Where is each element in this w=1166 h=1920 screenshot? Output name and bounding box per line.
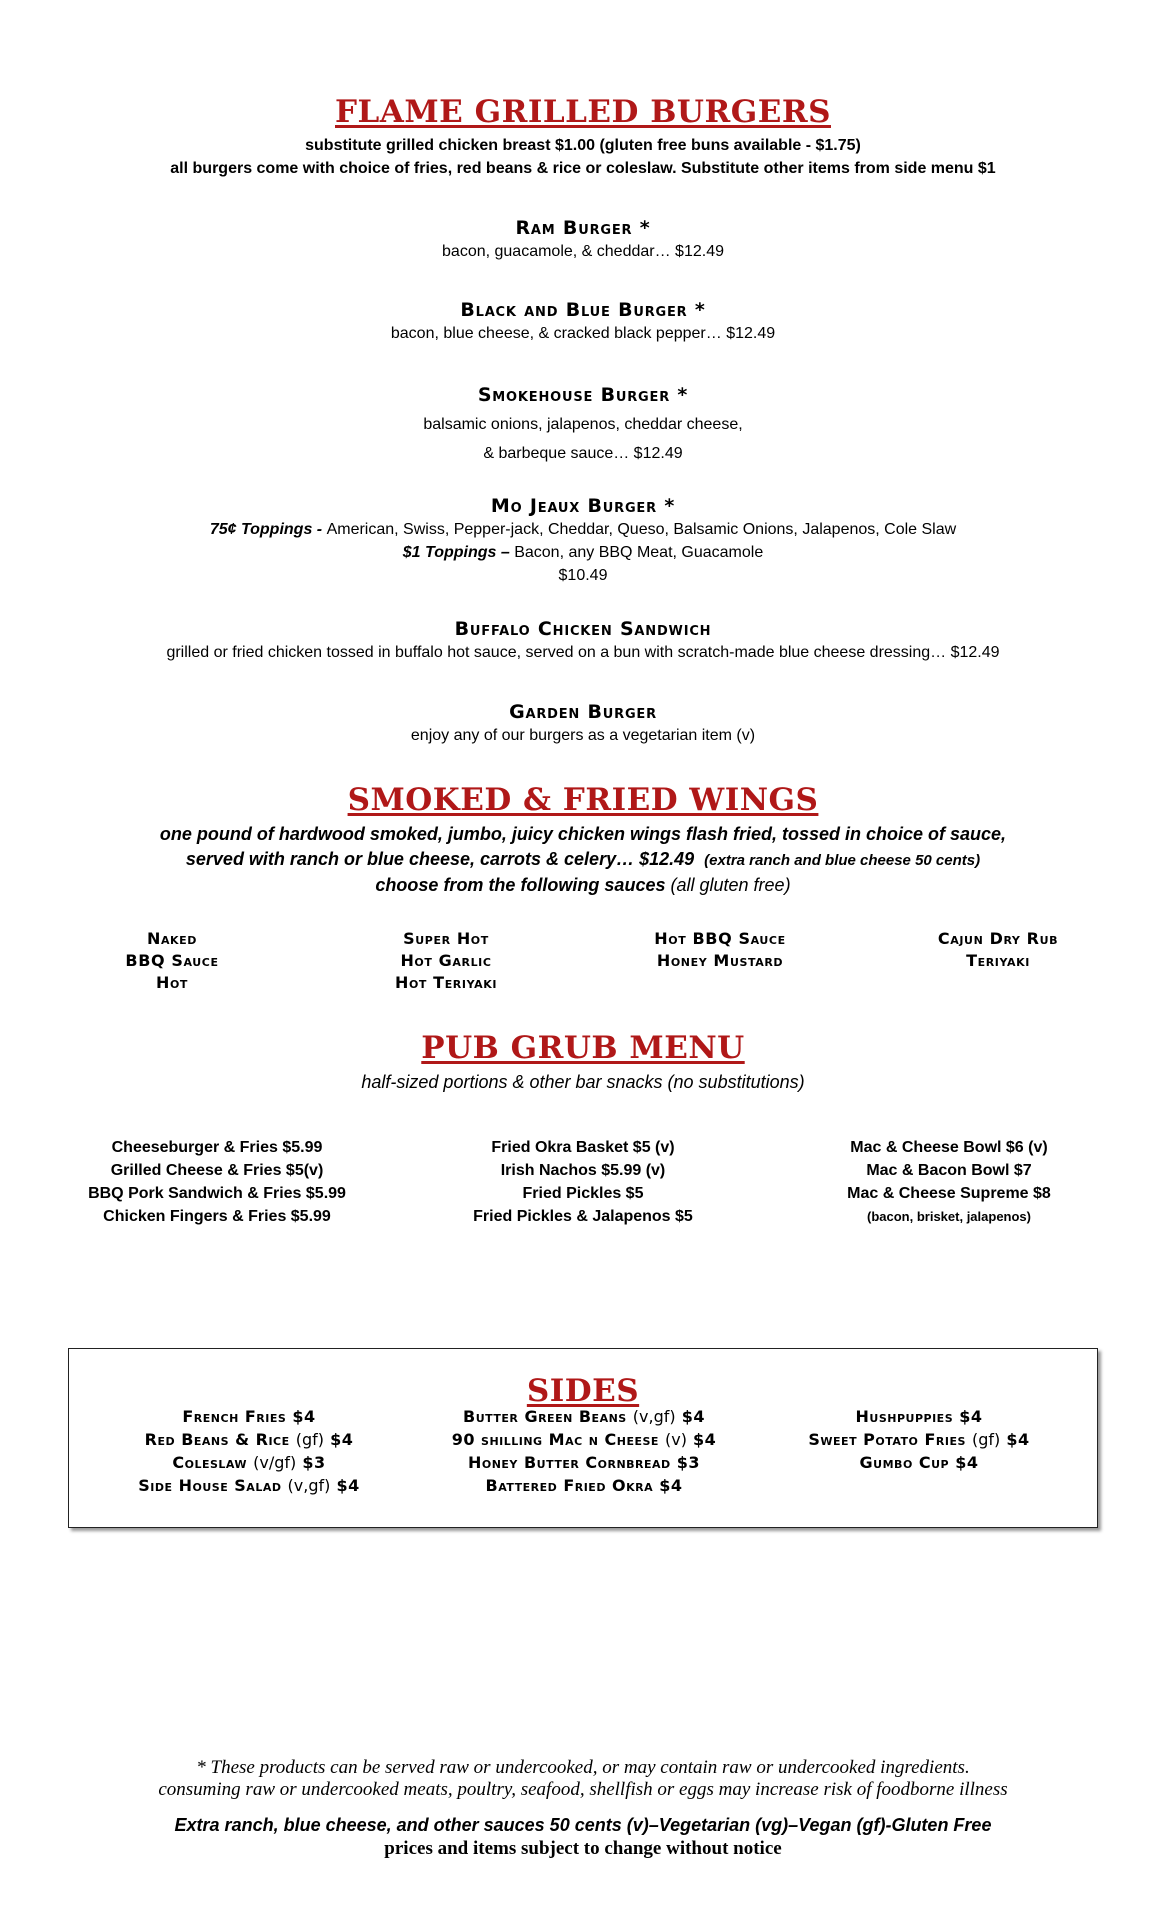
menu-item-garden-burger xyxy=(0,700,1166,747)
pubgrub-item: Mac & Bacon Bowl $7 xyxy=(866,1162,1032,1179)
menu-item-smokehouse-burger xyxy=(0,383,1166,465)
footer-disclaimer: prices and items subject to change without notice xyxy=(384,1838,782,1859)
footer-note-2: consuming raw or undercooked meats, poultry, seafood, shellfish or eggs may increase risk of foodborne illness xyxy=(158,1779,1008,1800)
item-desc: grilled or fried chicken tossed in buffalo hot sauce, served on a bun with scratch-made blue cheese dressing… $12.49 xyxy=(166,644,1000,661)
wings-section xyxy=(0,782,1166,818)
sauce-item: Hot Teriyaki xyxy=(394,973,498,992)
sauce-item: Hot xyxy=(155,973,189,992)
burgers-section xyxy=(0,94,1166,130)
toppings-1-line xyxy=(0,541,1166,564)
wings-sauce-prompt: choose from the following sauces xyxy=(375,875,666,895)
side-item: 90 shilling Mac n Cheese (v) $4 xyxy=(451,1430,717,1449)
pubgrub-item: Fried Pickles $5 xyxy=(522,1185,644,1202)
pubgrub-item: Fried Pickles & Jalapenos $5 xyxy=(473,1208,693,1225)
item-desc: & barbeque sauce… $12.49 xyxy=(483,445,683,462)
wings-gf-note: (all gluten free) xyxy=(670,875,791,895)
toppings-1-label: $1 Toppings – xyxy=(402,544,515,561)
item-desc: bacon, blue cheese, & cracked black pepper… $12.49 xyxy=(390,325,776,342)
item-name: Ram Burger * xyxy=(515,217,651,239)
toppings-1-list: Bacon, any BBQ Meat, Guacamole xyxy=(514,544,764,561)
item-desc: enjoy any of our burgers as a vegetarian item (v) xyxy=(410,727,756,744)
sides-column-2 xyxy=(424,1405,744,1497)
burgers-title: FLAME GRILLED BURGERS xyxy=(335,94,831,130)
pubgrub-item: Mac & Cheese Supreme $8 xyxy=(847,1185,1051,1202)
pubgrub-section xyxy=(0,1030,1166,1066)
pubgrub-item: Chicken Fingers & Fries $5.99 xyxy=(103,1208,331,1225)
sauce-item: Hot BBQ Sauce xyxy=(654,929,786,948)
sauce-item: Super Hot xyxy=(403,929,489,948)
sauce-column-2 xyxy=(316,928,576,994)
item-name: Black and Blue Burger * xyxy=(460,299,706,321)
pubgrub-column-2 xyxy=(418,1136,748,1228)
burgers-subtitle-2: all burgers come with choice of fries, red beans & rice or coleslaw. Substitute other items from side menu $1 xyxy=(170,160,996,177)
side-item: Butter Green Beans (v,gf) $4 xyxy=(463,1407,705,1426)
sauce-item: BBQ Sauce xyxy=(125,951,219,970)
footer-legend: Extra ranch, blue cheese, and other sauces 50 cents (v)–Vegetarian (vg)–Vegan (gf)-Gluten Free xyxy=(174,1815,992,1835)
side-item: Red Beans & Rice (gf) $4 xyxy=(144,1430,354,1449)
pubgrub-note: (bacon, brisket, jalapenos) xyxy=(867,1209,1031,1224)
pubgrub-column-3 xyxy=(784,1136,1114,1228)
pubgrub-item: Cheeseburger & Fries $5.99 xyxy=(111,1139,323,1156)
side-item: Honey Butter Cornbread $3 xyxy=(467,1453,701,1472)
toppings-75-list: American, Swiss, Pepper-jack, Cheddar, Queso, Balsamic Onions, Jalapenos, Cole Slaw xyxy=(326,521,957,538)
footer-note-1: * These products can be served raw or undercooked, or may contain raw or undercooked ingredients. xyxy=(196,1757,970,1778)
sides-box xyxy=(68,1348,1098,1528)
pubgrub-item: BBQ Pork Sandwich & Fries $5.99 xyxy=(88,1185,346,1202)
sides-column-3 xyxy=(759,1405,1079,1474)
sauce-column-1 xyxy=(42,928,302,994)
pubgrub-item: Irish Nachos $5.99 (v) xyxy=(500,1162,666,1179)
side-item: Hushpuppies $4 xyxy=(855,1407,983,1426)
item-price: $10.49 xyxy=(558,567,608,584)
item-desc: balsamic onions, jalapenos, cheddar cheese, xyxy=(423,416,743,433)
sauce-column-3 xyxy=(590,928,850,972)
item-name: Smokehouse Burger * xyxy=(477,384,689,406)
wings-line-2 xyxy=(0,847,1166,873)
menu-item-mo-jeaux-burger xyxy=(0,494,1166,587)
item-name: Buffalo Chicken Sandwich xyxy=(454,618,712,640)
pubgrub-item: Mac & Cheese Bowl $6 (v) xyxy=(850,1139,1048,1156)
side-item: Battered Fried Okra $4 xyxy=(485,1476,683,1495)
side-item: Sweet Potato Fries (gf) $4 xyxy=(808,1430,1030,1449)
side-item: Side House Salad (v,gf) $4 xyxy=(138,1476,360,1495)
toppings-75-line xyxy=(0,518,1166,541)
sauce-item: Cajun Dry Rub xyxy=(937,929,1059,948)
menu-item-ram-burger xyxy=(0,216,1166,263)
wings-line-3 xyxy=(0,873,1166,898)
sauce-item: Naked xyxy=(146,929,198,948)
footer-note xyxy=(0,1757,1166,1801)
pubgrub-item: Fried Okra Basket $5 (v) xyxy=(491,1139,675,1156)
item-name: Mo Jeaux Burger * xyxy=(490,495,676,517)
sides-column-1 xyxy=(89,1405,409,1497)
side-item: French Fries $4 xyxy=(182,1407,316,1426)
item-desc: bacon, guacamole, & cheddar… $12.49 xyxy=(442,243,724,260)
wings-extra-note: (extra ranch and blue cheese 50 cents) xyxy=(704,852,981,869)
sauce-item: Teriyaki xyxy=(966,951,1030,970)
sauce-column-4 xyxy=(868,928,1128,972)
pubgrub-item: Grilled Cheese & Fries $5(v) xyxy=(110,1162,324,1179)
wings-line-1: one pound of hardwood smoked, jumbo, juicy chicken wings flash fried, tossed in choice of sauce, xyxy=(159,824,1007,844)
sides-title: SIDES xyxy=(526,1373,640,1409)
menu-item-buffalo-chicken xyxy=(0,617,1166,664)
side-item: Gumbo Cup $4 xyxy=(859,1453,979,1472)
pubgrub-subtitle: half-sized portions & other bar snacks (no substitutions) xyxy=(361,1072,805,1092)
sauce-item: Honey Mustard xyxy=(656,951,784,970)
wings-price-text: served with ranch or blue cheese, carrots & celery… $12.49 xyxy=(185,849,695,869)
side-item: Coleslaw (v/gf) $3 xyxy=(172,1453,326,1472)
pubgrub-title: PUB GRUB MENU xyxy=(421,1030,745,1066)
wings-description xyxy=(0,822,1166,898)
pubgrub-column-1 xyxy=(52,1136,382,1228)
wings-title: SMOKED & FRIED WINGS xyxy=(347,782,819,818)
sauce-item: Hot Garlic xyxy=(400,951,492,970)
burgers-subtitle-1: substitute grilled chicken breast $1.00 (gluten free buns available - $1.75) xyxy=(305,137,861,154)
menu-item-black-blue-burger xyxy=(0,298,1166,345)
toppings-75-label: 75¢ Toppings - xyxy=(209,521,327,538)
item-name: Garden Burger xyxy=(509,701,657,723)
